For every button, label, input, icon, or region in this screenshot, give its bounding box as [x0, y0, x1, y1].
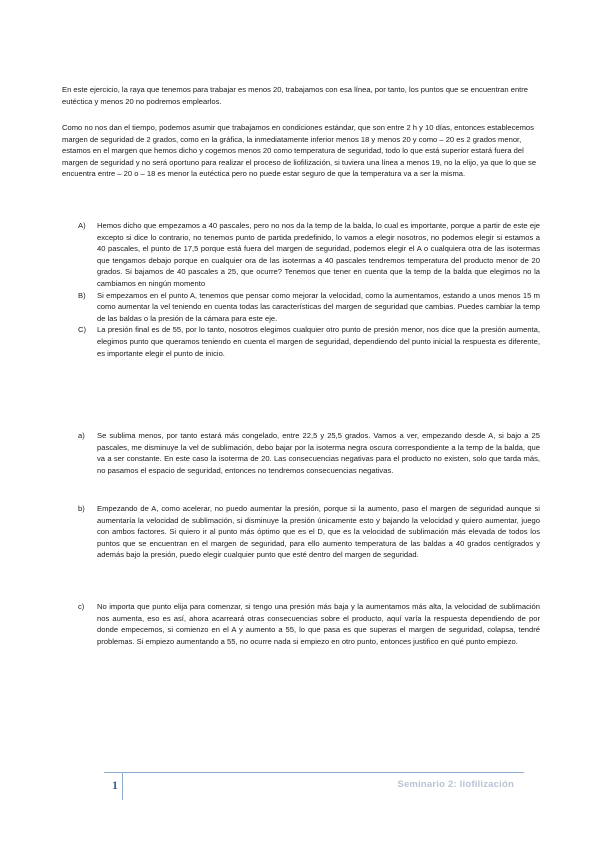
lower-answer-list-c: [78, 601, 540, 647]
list-item-text: La presión final es de 55, por lo tanto, nosotros elegimos cualquier otro punto de presión menor, nos dice que la presión aumenta, elegimos punto que queramos teniendo en cuenta el margen de seguridad, dependiendo del punto inicial la respuesta es diferente, es importante elegir el punto de inicio.: [97, 325, 540, 358]
list-item-text: No importa que punto elija para comenzar, si tengo una presión más baja y la aumentamos más alta, la velocidad de sublimación nos aumenta, eso es así, ahora acarreará otras consecuencias sobre el producto, aquí varía la respuesta dependiendo de por donde empecemos, si comienzo en el A y aumento a 55, lo que pasa es que superas el margen de seguridad, colapsa, tendré problemas. Si empiezo aumentando a 55, no ocurre nada si empiezo en otro punto, entonces justifico en qué punto empiezo.: [97, 602, 540, 646]
footer-page-separator: [122, 772, 123, 800]
list-item-text: Si empezamos en el punto A, tenemos que pensar como mejorar la velocidad, como la aumentamos, estando a unos menos 15 m como aumentar la vel teniendo en cuenta todas las características del margen de seguridad que cambias. Puedes cambiar la temp de las baldas o la presión de la cámara para este eje.: [97, 290, 540, 323]
page-number: 1: [112, 778, 118, 792]
list-item-text: Empezando de A, como acelerar, no puedo aumentar la presión, porque si la aumento, paso el margen de seguridad aunque si aumentaría la velocidad de sublimación, si disminuye la presión únicamente esto y bajando la velocidad y quiero aumentar, juego con ambos factores. Si quiero ir al punto más óptimo que es el D, que es la velocidad de sublimación más elevada de todos los puntos que se encuentran en el margen de seguridad, para ello aumento temperatura de las baldas a 40 grados centígrados y además bajo la presión, puedo elegir cualquier punto que esté dentro del margen de seguridad.: [97, 504, 540, 560]
lower-answer-list-b: [78, 503, 540, 561]
list-marker: a): [78, 431, 85, 440]
list-item-text: Hemos dicho que empezamos a 40 pascales, pero no nos da la temp de la balda, lo cual es importante, porque a partir de este eje excepto si dice lo contrario, no tenemos punto de partida predefinido, lo vamos a elegir nosotros, no podemos elegir si estamos a 40 pascales, el punto de 17,5 porque está fuera del margen de seguridad, podemos elegir el A o cualquiera otra de las isotermas que tengamos debajo porque en cualquier ora de las isotermas a 40 pascales tendremos temperatura del producto menor de 20 grados. Si bajamos de 40 pascales a 25, que ocurre? Tenemos que tener en cuenta que la temp de la balda que elegimos no la cambiamos en ningún momento: [97, 221, 540, 288]
list-marker: b): [78, 504, 85, 513]
footer-title: Seminario 2: liofilización: [397, 779, 514, 790]
list-item-A: [78, 220, 540, 290]
list-item-c: [78, 601, 540, 647]
list-item-a: [78, 430, 540, 476]
list-item-text: Se sublima menos, por tanto estará más congelado, entre 22,5 y 25,5 grados. Vamos a ver, empezando desde A, si bajo a 25 pascales, me disminuye la vel de sublimación, debo bajar por la isoterma negra oscura correspondiente a la temp de la balda, que va a ser constante. En este caso la isoterma de 20. Las consecuencias negativas para el producto no existen, solo que tarda más, no pasamos el espacio de seguridad, entonces no tendremos consecuencias negativas.: [97, 431, 540, 475]
list-marker: A): [78, 221, 86, 230]
list-item-B: [78, 290, 540, 325]
list-marker: C): [78, 325, 87, 335]
list-marker: B): [78, 290, 86, 300]
conditions-paragraph: Como no nos dan el tiempo, podemos asumir que trabajamos en condiciones estándar, que son entre 2 h y 10 días, entonces establecemos margen de seguridad de 2 grados, como en la gráfica, la inmediatamente inferior menos 18 y menos 20 y como – 20 es 2 grados menor, estamos en el margen que hemos dicho y cogemos menos 20 como temperatura de seguridad, todo lo que está superior estará fuera del margen de seguridad y no será oportuno para realizar el proceso de liofilización, si tuviera una línea a menos 19, no la elijo, ya que lo que se encuentra entre – 20 o – 18 es menor la eutéctica pero no puede estar seguro de que la temperatura va a ser la misma.: [62, 123, 537, 179]
list-item-C: [78, 324, 540, 359]
lower-answer-list: [78, 430, 540, 476]
intro-paragraph: En este ejercicio, la raya que tenemos para trabajar es menos 20, trabajamos con esa línea, por tanto, los puntos que se encuentran entre eutéctica y menos 20 no podremos emplearlos.: [62, 85, 529, 106]
list-item-b: [78, 503, 540, 561]
upper-answer-list: [78, 220, 540, 359]
footer-divider: [104, 772, 524, 773]
list-marker: c): [78, 602, 85, 611]
